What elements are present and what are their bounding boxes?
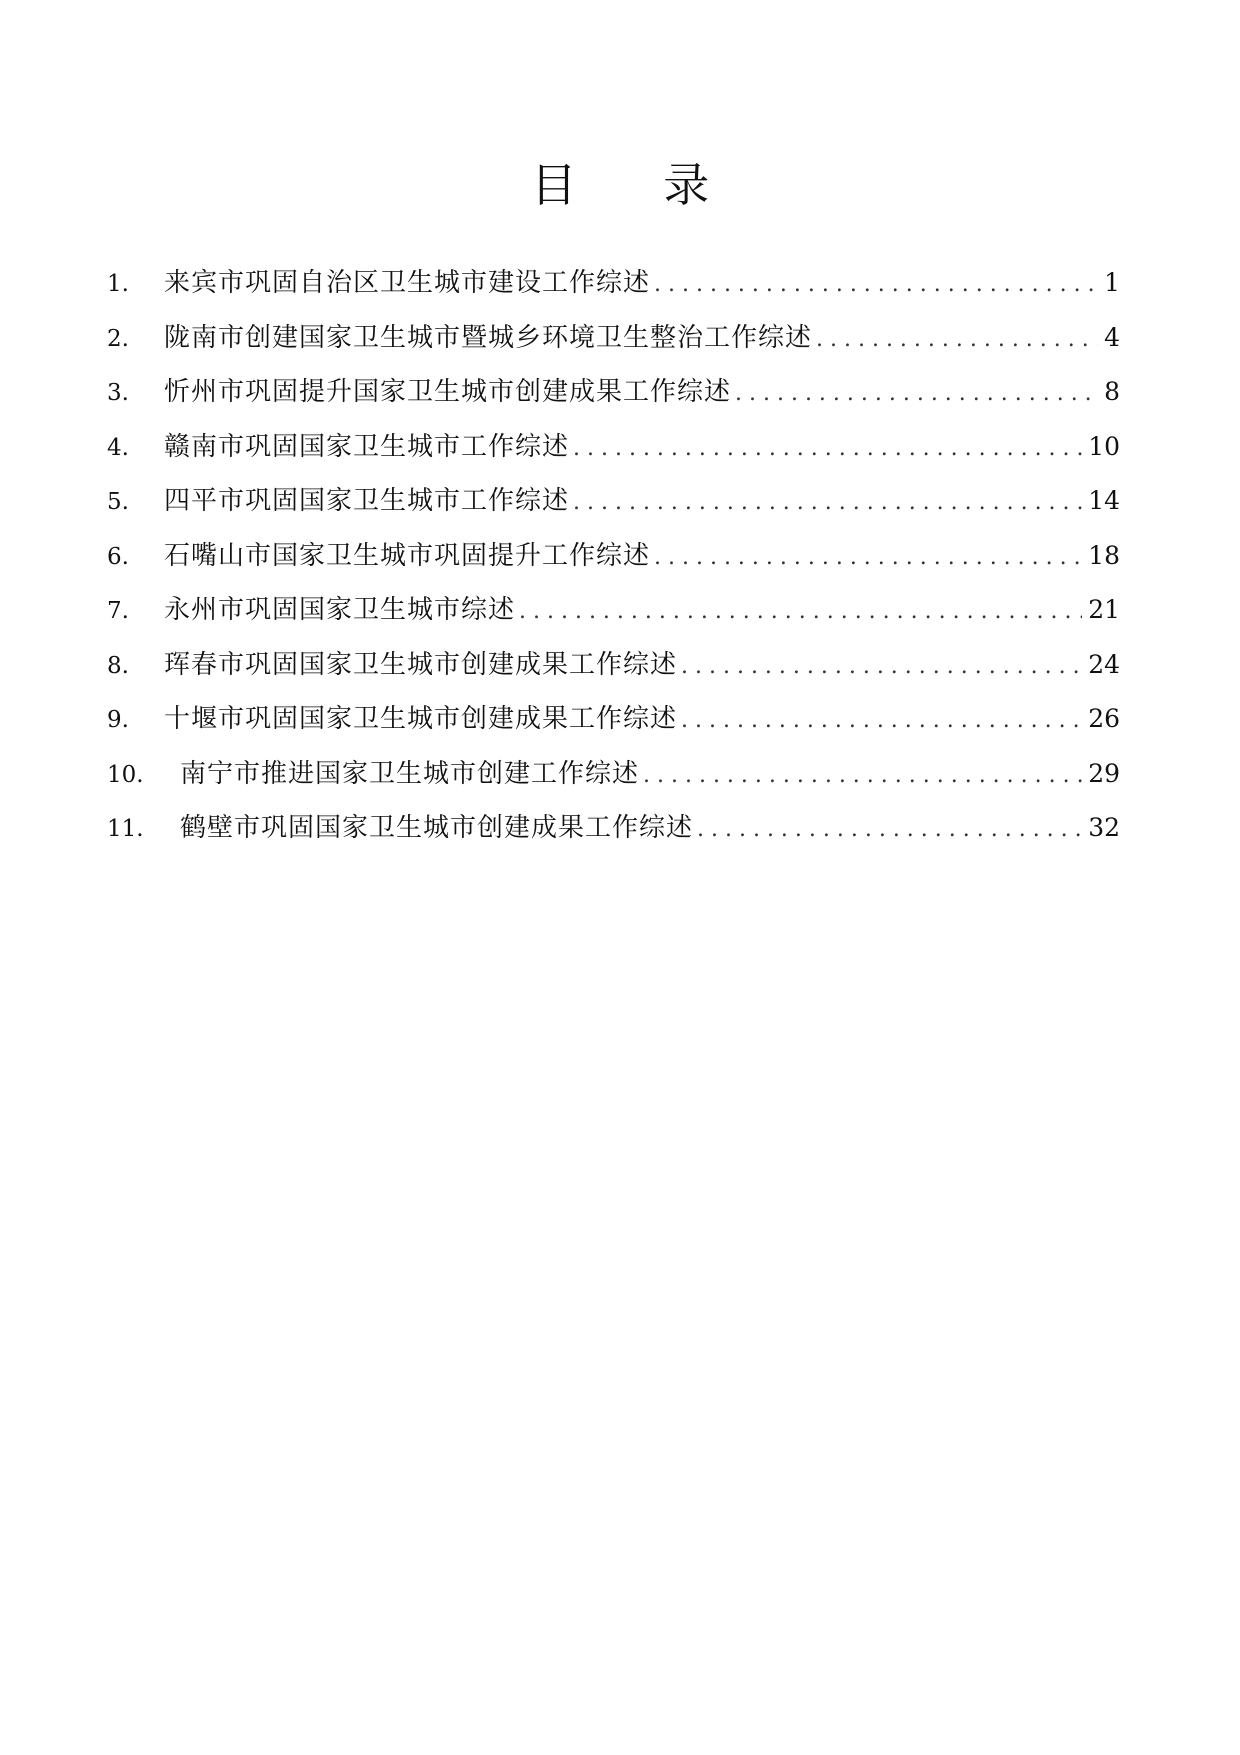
toc-entry-title: 来宾市巩固自治区卫生城市建设工作综述 (164, 268, 651, 298)
toc-entry[interactable] (107, 747, 1120, 802)
toc-entry-title: 陇南市创建国家卫生城市暨城乡环境卫生整治工作综述 (164, 322, 813, 353)
toc-entry-page: 8 (1104, 377, 1120, 406)
toc-entry[interactable] (107, 474, 1120, 529)
toc-dot-leader (650, 258, 1098, 313)
toc-dot-leader (731, 367, 1098, 422)
toc-dot-leader (693, 803, 1082, 858)
toc-entry-number: 7. (107, 598, 129, 624)
toc-entry-page: 29 (1088, 758, 1120, 788)
toc-entry-number: 9. (107, 707, 129, 733)
toc-entry-title: 四平市巩固国家卫生城市工作综述 (164, 486, 570, 516)
toc-entry[interactable] (107, 801, 1120, 856)
toc-entry-page: 26 (1088, 704, 1120, 733)
toc-entry-title: 石嘴山市国家卫生城市巩固提升工作综述 (164, 540, 651, 571)
toc-dot-leader (569, 422, 1082, 477)
toc-entry-title: 鹤壁市巩固国家卫生城市创建成果工作综述 (180, 813, 694, 843)
toc-entry-title: 忻州市巩固提升国家卫生城市创建成果工作综述 (164, 377, 732, 407)
toc-dot-leader (515, 585, 1082, 640)
toc-entry-page: 14 (1088, 486, 1120, 515)
toc-entry-number: 5. (107, 489, 129, 515)
toc-entry[interactable] (107, 311, 1120, 366)
toc-entry-number: 1. (107, 271, 129, 297)
toc-entry-title: 十堰市巩固国家卫生城市创建成果工作综述 (164, 704, 678, 734)
toc-entry-page: 24 (1088, 649, 1120, 679)
toc-entry-number: 4. (107, 434, 129, 461)
toc-entry-page: 4 (1104, 322, 1120, 352)
toc-dot-leader (639, 749, 1082, 804)
toc-entry[interactable] (107, 638, 1120, 693)
toc-entry-number: 11. (107, 816, 144, 842)
toc-entry-title: 南宁市推进国家卫生城市创建工作综述 (180, 758, 640, 789)
toc-entry-title: 永州市巩固国家卫生城市综述 (164, 595, 516, 625)
toc-entry-page: 32 (1088, 813, 1120, 842)
toc-entry-number: 6. (107, 543, 129, 570)
toc-dot-leader (812, 313, 1098, 368)
toc-entry[interactable] (107, 529, 1120, 584)
toc-entry-page: 1 (1104, 268, 1120, 297)
toc-entry-number: 8. (107, 652, 129, 679)
page-title: 目 录 (530, 158, 746, 212)
toc-entry[interactable] (107, 692, 1120, 747)
toc-entry-page: 10 (1088, 431, 1120, 461)
toc-entry-number: 3. (107, 380, 129, 406)
table-of-contents (107, 256, 1120, 856)
toc-entry[interactable] (107, 420, 1120, 475)
toc-entry-page: 18 (1088, 540, 1120, 570)
toc-entry[interactable] (107, 365, 1120, 420)
toc-entry[interactable] (107, 583, 1120, 638)
toc-entry-title: 赣南市巩固国家卫生城市工作综述 (164, 431, 570, 462)
toc-dot-leader (677, 640, 1082, 695)
toc-dot-leader (677, 694, 1082, 749)
toc-dot-leader (650, 531, 1082, 586)
toc-dot-leader (569, 476, 1082, 531)
toc-entry-number: 2. (107, 325, 129, 352)
toc-entry-number: 10. (107, 761, 144, 788)
toc-entry[interactable] (107, 256, 1120, 311)
toc-entry-page: 21 (1088, 595, 1120, 624)
toc-entry-title: 珲春市巩固国家卫生城市创建成果工作综述 (164, 649, 678, 680)
